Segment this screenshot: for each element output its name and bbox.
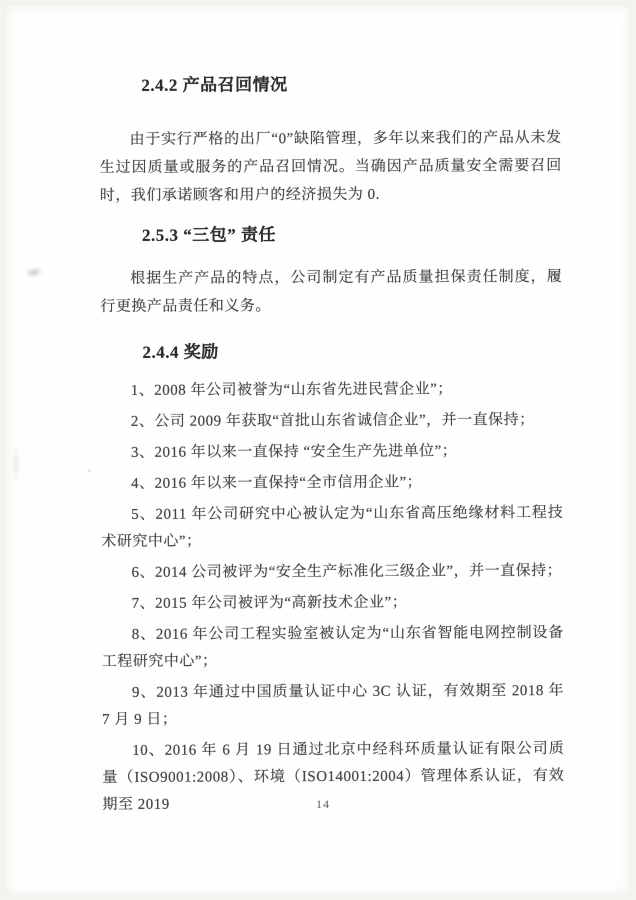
award-item-10: 10、2016 年 6 月 19 日通过北京中经科环质量认证有限公司质量（ISO9001:2008）、环境（ISO14001:2004）管理体系认证，有效期至 2019 bbox=[102, 740, 565, 813]
page-number: 14 bbox=[316, 797, 330, 811]
section-heading-three-guarantees: 2.5.3 “三包” 责任 bbox=[141, 225, 277, 245]
scan-smudge-artifact bbox=[24, 265, 44, 280]
award-list bbox=[101, 376, 565, 819]
award-item-1: 1、2008 年公司被誉为“山东省先进民营企业”； bbox=[130, 381, 453, 399]
award-item-5: 5、2011 年公司研究中心被认定为“山东省高压绝缘材料工程技术研究中心”； bbox=[101, 504, 564, 550]
scanned-document-page bbox=[5, 4, 631, 896]
award-item-8: 8、2016 年公司工程实验室被认定为“山东省智能电网控制设备工程研究中心”； bbox=[101, 624, 564, 670]
award-item-7: 7、2015 年公司被评为“高新技术企业”； bbox=[131, 594, 408, 612]
document-content bbox=[99, 2, 565, 823]
paragraph-product-recall: 由于实行严格的出厂“0”缺陷管理，多年以来我们的产品从未发生过因质量或服务的产品召回情况。当确因产品质量安全需要召回时，我们承诺顾客和用户的经济损失为 0. bbox=[99, 129, 562, 204]
award-item-4: 4、2016 年以来一直保持“全市信用企业”； bbox=[131, 474, 423, 492]
scan-edge-artifact bbox=[13, 444, 19, 484]
award-item-6: 6、2014 公司被评为“安全生产标准化三级企业”，并一直保持； bbox=[131, 562, 563, 581]
award-item-3: 3、2016 年以来一直保持 “安全生产先进单位”； bbox=[130, 443, 458, 461]
section-heading-awards: 2.4.4 奖励 bbox=[142, 342, 219, 362]
award-item-9: 9、2013 年通过中国质量认证中心 3C 认证，有效期至 2018 年 7 月 9 日； bbox=[102, 682, 565, 728]
scan-speck-artifact bbox=[87, 468, 92, 473]
section-heading-product-recall: 2.4.2 产品召回情况 bbox=[141, 75, 288, 95]
paragraph-three-guarantees: 根据生产产品的特点，公司制定有产品质量担保责任制度，履行更换产品责任和义务。 bbox=[100, 268, 563, 315]
award-item-2: 2、公司 2009 年获取“首批山东省诚信企业”，并一直保持； bbox=[130, 412, 535, 430]
